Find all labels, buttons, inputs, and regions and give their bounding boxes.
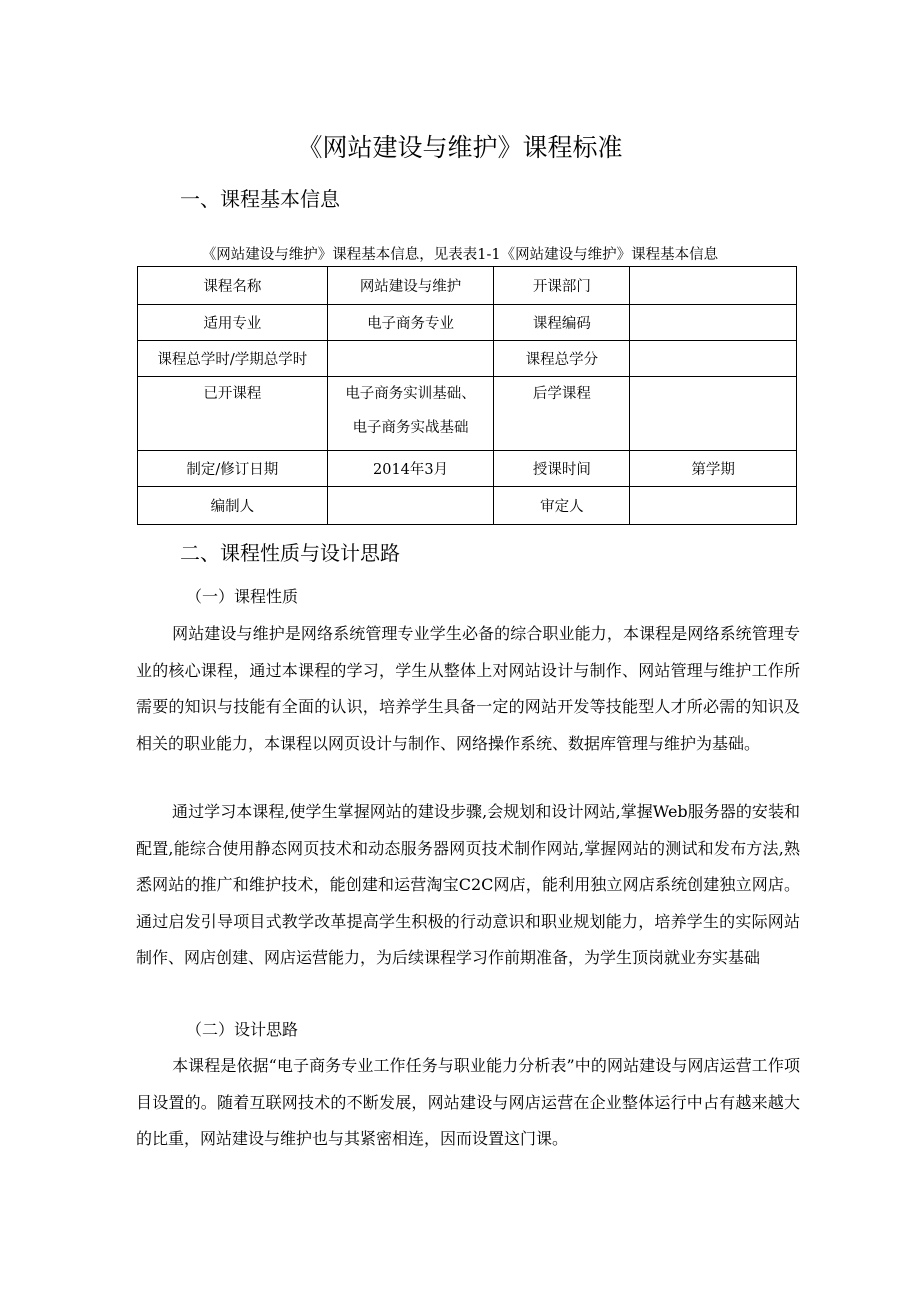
paragraph-text: 通过学习本课程,使学生掌握网站的建设步骤,会规划和设计网站,掌握Web服务器的安装和配置,能综合使用静态网页技术和动态服务器网页技术制作网站,掌握网站的测试和发布方法,熟悉网站的推广和维护技术，能创建和运营淘宝C2C网店，能利用独立网店系统创建独立网店。通过启发引导项目式教学改革提高学生积极的行动意识和职业规划能力，培养学生的实际网站制作、网店创建、网店运营能力，为后续课程学习作前期准备，为学生顶岗就业夯实基础 bbox=[136, 802, 800, 967]
table-cell: 课程总学时/学期总学时 bbox=[138, 341, 328, 377]
paragraph-text: 网站建设与维护是网络系统管理专业学生必备的综合职业能力，本课程是网络系统管理专业的核心课程，通过本课程的学习，学生从整体上对网站设计与制作、网站管理与维护工作所需要的知识与技能有全面的认识，培养学生具备一定的网站开发等技能型人才所必需的知识及相关的职业能力，本课程以网页设计与制作、网络操作系统、数据库管理与维护为基础。 bbox=[136, 624, 800, 753]
table-row bbox=[138, 487, 797, 525]
table-cell bbox=[630, 341, 797, 377]
table-row bbox=[138, 377, 797, 451]
table-cell: 开课部门 bbox=[494, 267, 630, 305]
subheading-course-nature: （一）课程性质 bbox=[186, 587, 299, 606]
table-cell: 授课时间 bbox=[494, 451, 630, 487]
section-heading-nature-design: 二、课程性质与设计思路 bbox=[180, 541, 400, 565]
page-title: 《网站建设与维护》课程标准 bbox=[297, 133, 623, 162]
table-cell: 制定/修订日期 bbox=[138, 451, 328, 487]
table-row bbox=[138, 305, 797, 341]
table-caption: 《网站建设与维护》课程基本信息，见表表1-1《网站建设与维护》课程基本信息 bbox=[201, 247, 719, 263]
table-cell: 课程编码 bbox=[494, 305, 630, 341]
table-cell: 适用专业 bbox=[138, 305, 328, 341]
paragraph-text: 本课程是依据“电子商务专业工作任务与职业能力分析表”中的网站建设与网店运营工作项目设置的。随着互联网技术的不断发展，网站建设与网店运营在企业整体运行中占有越来越大的比重，网站建设与维护也与其紧密相连，因而设置这门课。 bbox=[136, 1056, 800, 1148]
table-cell bbox=[630, 267, 797, 305]
table-cell-prior-courses bbox=[327, 377, 494, 451]
table-cell bbox=[327, 341, 494, 377]
table-cell bbox=[327, 487, 494, 525]
paragraph-design-idea bbox=[136, 1048, 800, 1158]
prior-course-line: 电子商务实训基础、 bbox=[345, 386, 476, 402]
table-row bbox=[138, 451, 797, 487]
table-cell: 2014年3月 bbox=[327, 451, 494, 487]
table-row bbox=[138, 267, 797, 305]
table-cell: 课程名称 bbox=[138, 267, 328, 305]
paragraph-course-nature bbox=[136, 616, 800, 762]
subheading-design-idea: （二）设计思路 bbox=[186, 1020, 299, 1039]
prior-course-line: 电子商务实战基础 bbox=[352, 420, 469, 436]
table-cell: 网站建设与维护 bbox=[327, 267, 494, 305]
table-cell bbox=[630, 487, 797, 525]
table-cell: 课程总学分 bbox=[494, 341, 630, 377]
course-info-table bbox=[137, 266, 797, 525]
table-cell: 电子商务专业 bbox=[327, 305, 494, 341]
section-heading-basic-info: 一、课程基本信息 bbox=[180, 187, 340, 211]
table-cell bbox=[630, 377, 797, 451]
paragraph-course-goals bbox=[136, 794, 800, 977]
table-cell: 审定人 bbox=[494, 487, 630, 525]
table-cell: 编制人 bbox=[138, 487, 328, 525]
table-row bbox=[138, 341, 797, 377]
table-cell: 后学课程 bbox=[494, 377, 630, 451]
table-cell bbox=[630, 305, 797, 341]
table-cell: 已开课程 bbox=[138, 377, 328, 451]
table-cell: 第学期 bbox=[630, 451, 797, 487]
